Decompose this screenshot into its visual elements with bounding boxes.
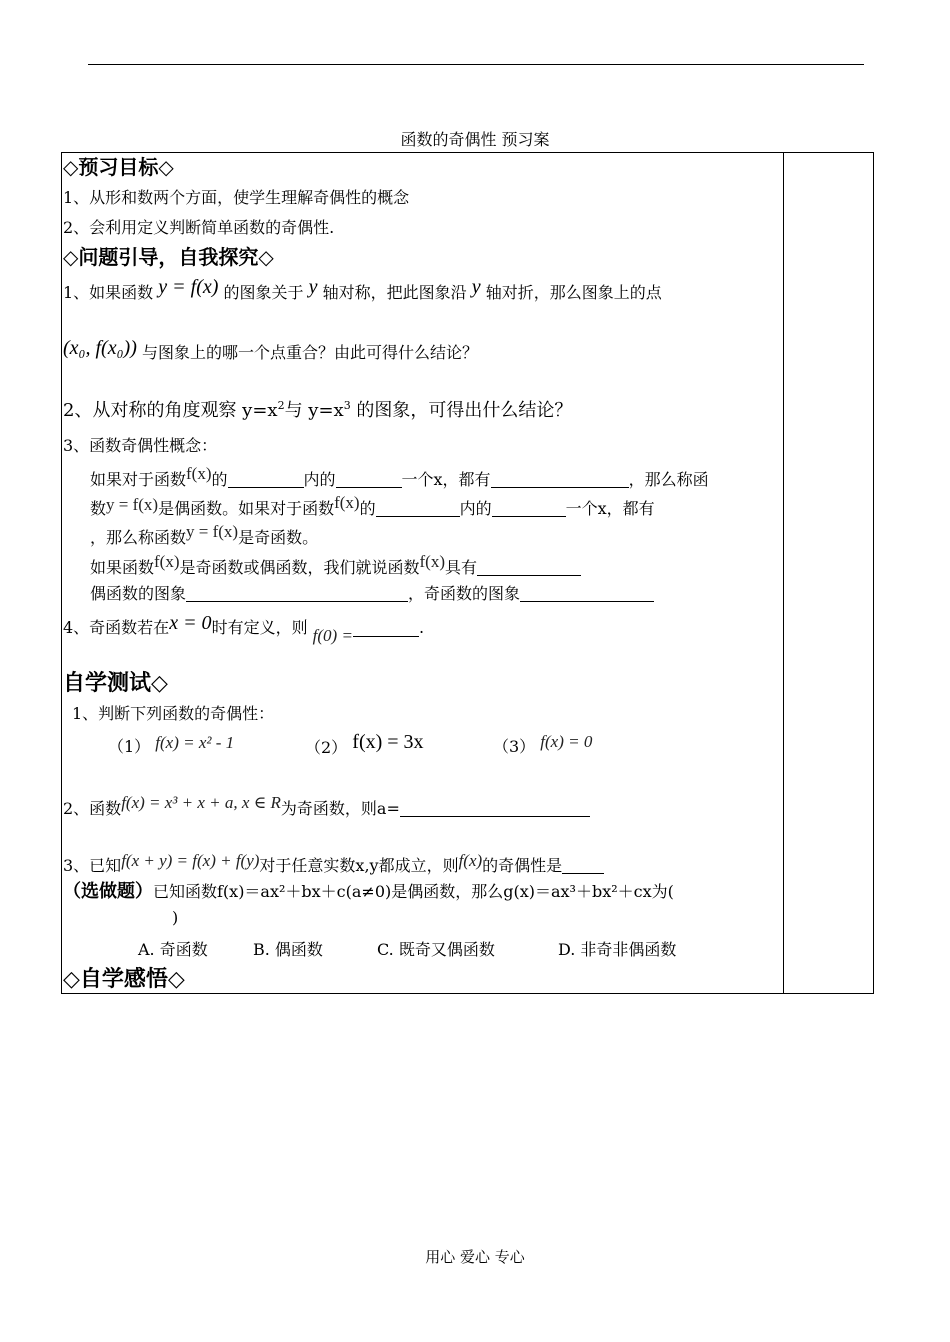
q2-exponent-2: 2 xyxy=(277,399,285,412)
blank-even-condition[interactable] xyxy=(491,471,629,488)
q3-l2-a: 数 xyxy=(90,499,107,518)
q1-text-b: 的图象关于 xyxy=(223,283,304,302)
q3-yfx: y = f(x) xyxy=(106,495,159,514)
t3-function: f(x + y) = f(x) + f(y) xyxy=(121,851,260,870)
q3-definition-line-1 xyxy=(90,464,709,490)
q4-x-equals-0: x = 0 xyxy=(169,612,212,634)
q3-l2-e: 一个x，都有 xyxy=(565,499,655,518)
q3-yfx-2: y = f(x) xyxy=(186,522,239,541)
page-title: 函数的奇偶性 预习案 xyxy=(400,130,550,149)
q2-text-c: 的图象，可得出什么结论？ xyxy=(350,400,573,421)
q3-fx-2: f(x) xyxy=(334,493,360,512)
blank-any-odd[interactable] xyxy=(492,500,566,517)
blank-any-even[interactable] xyxy=(336,471,402,488)
optional-choices xyxy=(138,940,676,960)
test-2 xyxy=(63,793,590,819)
q3-l3-b: 是奇函数。 xyxy=(238,528,319,547)
goal-2: 2、会利用定义判断简单函数的奇偶性. xyxy=(63,218,335,237)
q3-l1-e: ，那么称函 xyxy=(628,470,709,489)
t1-opt3-function: f(x) = 0 xyxy=(540,732,593,751)
page-footer: 用心 爱心 专心 xyxy=(425,1248,525,1266)
q1-function: y = f(x) xyxy=(158,276,219,298)
q1-text-d: 轴对折，那么图象上的点 xyxy=(485,283,662,302)
q3-l4-b: 是奇函数或偶函数，我们就说函数 xyxy=(179,558,420,577)
q1-y-symbol: y xyxy=(308,276,318,298)
q3-l4-a: 如果函数 xyxy=(90,558,155,577)
test-1-heading: 1、判断下列函数的奇偶性： xyxy=(72,704,275,723)
t1-opt1-function: f(x) = x² - 1 xyxy=(155,733,235,752)
q4-text-b: 时有定义，则 xyxy=(211,618,308,637)
q2-text-b: 与 y=x xyxy=(284,400,344,421)
q3-l1-c: 内的 xyxy=(303,470,336,489)
q4-f0: f(0) = xyxy=(312,626,353,645)
t3-fx: f(x) xyxy=(458,851,483,870)
q4-period: . xyxy=(418,618,425,637)
q3-fx-3: f(x) xyxy=(154,552,180,571)
test-1-option-1 xyxy=(108,733,235,757)
t1-opt1-label: （1） xyxy=(108,737,151,756)
question-3-heading: 3、函数奇偶性概念： xyxy=(63,436,218,455)
q1-y-symbol-2: y xyxy=(471,276,481,298)
test-3 xyxy=(63,851,604,876)
choice-a[interactable]: A. 奇函数 xyxy=(138,940,208,959)
t3-text-c: 的奇偶性是 xyxy=(482,856,563,875)
t1-opt2-label: （2） xyxy=(305,738,348,757)
q3-l4-c: 具有 xyxy=(445,558,478,577)
q3-l1-a: 如果对于函数 xyxy=(90,470,187,489)
q3-l1-d: 一个x，都有 xyxy=(401,470,491,489)
goals-heading: ◇预习目标◇ xyxy=(63,155,174,179)
q1-text-c: 轴对称，把此图象沿 xyxy=(322,283,467,302)
blank-f0-value[interactable] xyxy=(353,620,419,637)
t2-text-a: 2、函数 xyxy=(63,799,122,818)
q3-definition-line-4 xyxy=(90,552,581,578)
test-heading: 自学测试◇ xyxy=(63,671,168,696)
optional-question xyxy=(63,882,674,902)
reflection-heading: ◇自学感悟◇ xyxy=(63,967,185,992)
blank-a-value[interactable] xyxy=(400,800,590,817)
test-1-option-3 xyxy=(493,732,593,757)
t2-text-b: 为奇函数，则a= xyxy=(280,799,400,818)
q1-text-a: 1、如果函数 xyxy=(63,283,154,302)
blank-parity-property[interactable] xyxy=(477,559,581,576)
q3-l2-d: 内的 xyxy=(459,499,492,518)
q3-l2-c: 的 xyxy=(359,499,376,518)
optional-close-paren: ) xyxy=(172,908,179,927)
q3-definition-line-5 xyxy=(90,584,654,604)
question-2 xyxy=(63,395,572,422)
t1-opt3-label: （3） xyxy=(493,737,536,756)
q3-fx-4: f(x) xyxy=(419,552,445,571)
q1-point: (x₀, f(x₀)) xyxy=(63,337,137,359)
choice-b[interactable]: B. 偶函数 xyxy=(253,940,323,959)
question-1-line-1 xyxy=(63,276,662,303)
q3-l2-b: 是偶函数。如果对于函数 xyxy=(158,499,335,518)
q3-l3-a: ，那么称函数 xyxy=(90,528,187,547)
t2-function: f(x) = x³ + x + a, x ∈ R xyxy=(121,793,281,812)
blank-parity[interactable] xyxy=(562,857,604,874)
optional-text: 已知函数f(x)＝ax²＋bx＋c(a≠0)是偶函数，那么g(x)＝ax³＋bx²＋cx为( xyxy=(153,882,674,901)
q3-l5-b: ，奇函数的图象 xyxy=(408,584,521,603)
q3-definition-line-3 xyxy=(90,522,319,548)
q3-fx: f(x) xyxy=(186,464,212,483)
q3-definition-line-2 xyxy=(90,493,655,519)
t1-opt2-function: f(x) = 3x xyxy=(352,731,424,753)
choice-c[interactable]: C. 既奇又偶函数 xyxy=(377,940,495,959)
t3-text-a: 3、已知 xyxy=(63,856,122,875)
question-1-line-2 xyxy=(63,337,478,363)
q2-text-a: 2、从对称的角度观察 y=x xyxy=(63,400,278,421)
question-4 xyxy=(63,612,425,645)
q3-l5-a: 偶函数的图象 xyxy=(90,584,187,603)
blank-domain-odd[interactable] xyxy=(376,500,460,517)
inquiry-heading: ◇问题引导，自我探究◇ xyxy=(63,245,274,269)
header-rule xyxy=(88,64,864,65)
q3-l1-b: 的 xyxy=(211,470,228,489)
blank-domain-even[interactable] xyxy=(228,471,304,488)
q2-exponent-3: 3 xyxy=(343,399,351,412)
table-column-divider xyxy=(783,152,784,994)
choice-d[interactable]: D. 非奇非偶函数 xyxy=(558,940,677,959)
goal-1: 1、从形和数两个方面，使学生理解奇偶性的概念 xyxy=(63,188,410,207)
q4-text-a: 4、奇函数若在 xyxy=(63,618,170,637)
t3-text-b: 对于任意实数x,y都成立，则 xyxy=(259,856,459,875)
blank-odd-graph[interactable] xyxy=(520,585,654,602)
blank-even-graph[interactable] xyxy=(186,585,408,602)
q1-text-e: 与图象上的哪一个点重合？由此可得什么结论？ xyxy=(141,343,478,362)
optional-label: （选做题） xyxy=(63,881,153,902)
test-1-option-2 xyxy=(305,731,424,758)
